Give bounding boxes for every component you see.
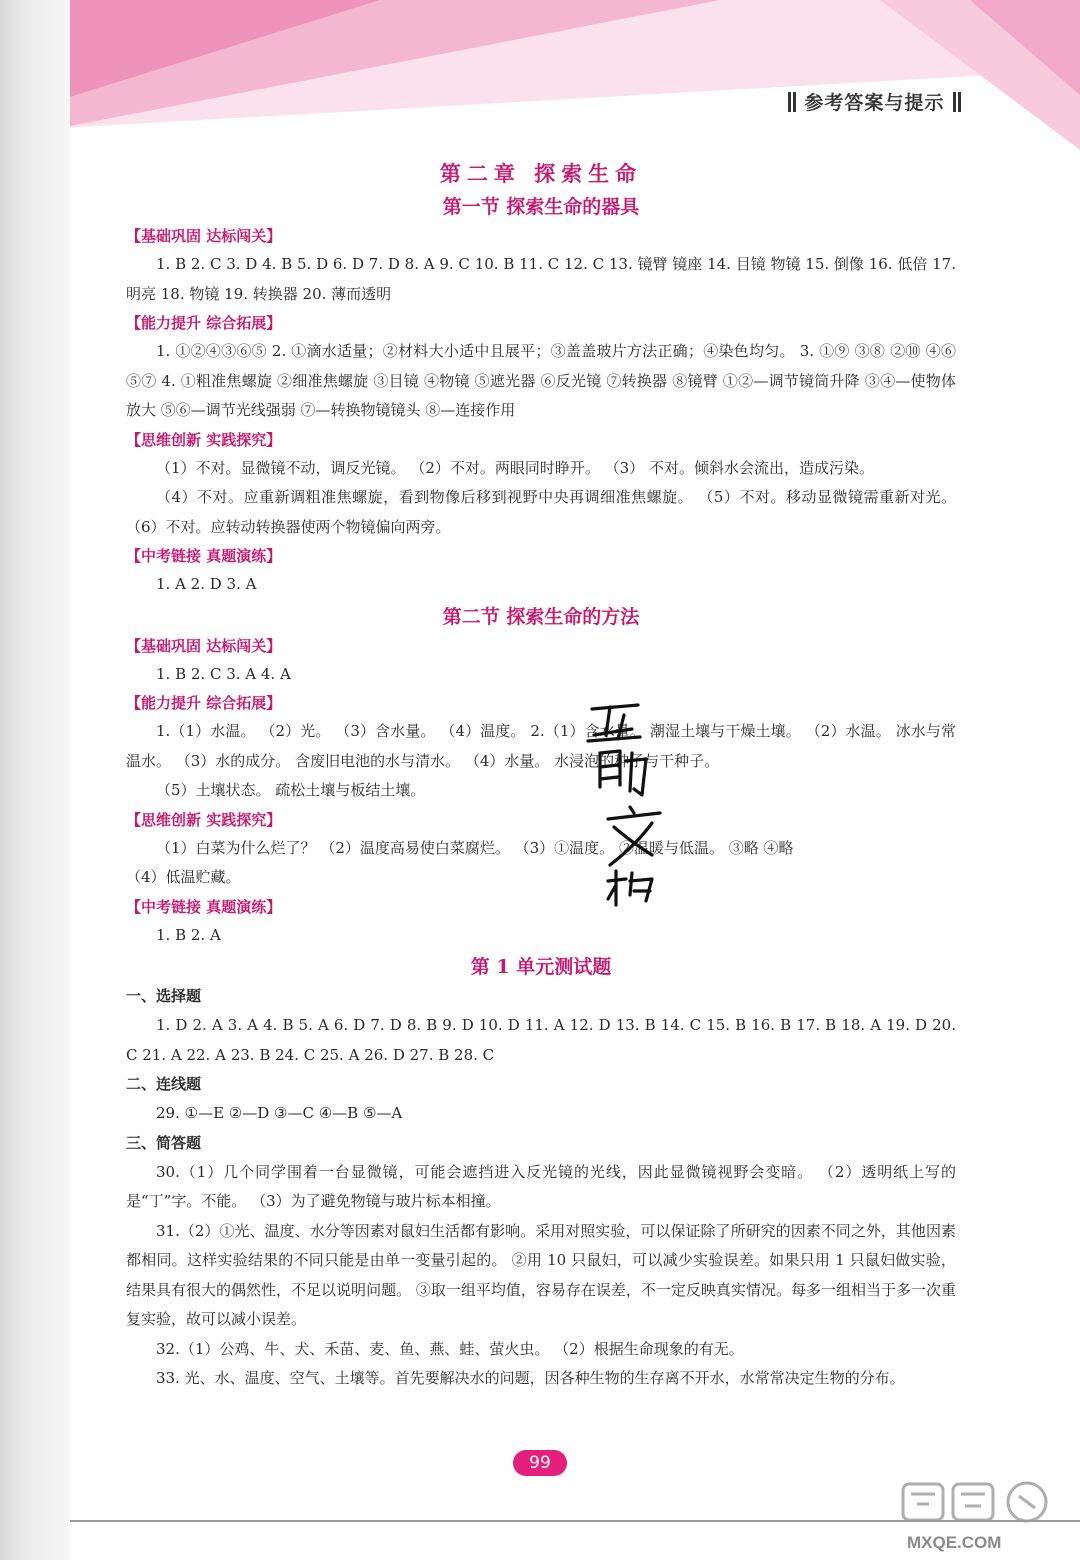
block-tag: 【中考链接 真题演练】: [126, 547, 282, 565]
answer-content: [126, 158, 956, 1394]
unit-test-title: 第 1 单元测试题: [470, 956, 612, 978]
answer-line: 1. B 2. A: [156, 925, 221, 944]
block-tag: 【中考链接 真题演练】: [126, 897, 282, 916]
answer-line: （4）不对。应重新调粗准焦螺旋，看到物像后移到视野中央再调细准焦螺旋。 （5）不对。移动显微镜需重新对光。 （6）不对。应转动转换器使两个物镜偏向两旁。: [126, 488, 956, 536]
answer-line: 30.（1）几个同学围着一台显微镜，可能会遮挡进入反光镜的光线，因此显微镜视野会变暗。 （2）透明纸上写的是“丁”字。不能。 （3）为了避免物镜与玻片标本相撞。: [126, 1162, 956, 1210]
answer-line: （1）不对。显微镜不动，调反光镜。 （2）不对。两眼同时睁开。 （3） 不对。倾斜水会流出，造成污染。: [156, 458, 874, 477]
answer-line: 1. B 2. C 3. D 4. B 5. D 6. D 7. D 8. A 9. C 10. B 11. C 12. C 13. 镜臂 镜座 14. 目镜 物镜 15. 倒像 16. 低倍 17. 明亮 18. 物镜 19. 转换器 20. 薄而透明: [126, 255, 956, 303]
chapter-title: 第二章 探索生命: [439, 161, 643, 186]
answer-line: 1. D 2. A 3. A 4. B 5. A 6. D 7. D 8. B 9. D 10. D 11. A 12. D 13. B 14. C 15. B 16. B 17. B 18. A 19. D 20. C 21. A 22. A 23. B 24. C 25. A 26. D 27. B 28. C: [126, 1016, 956, 1064]
block-tag: 【基础巩固 达标闯关】: [126, 636, 282, 655]
block-tag: 【思维创新 实践探究】: [126, 810, 282, 829]
block-tag: 【能力提升 综合拓展】: [126, 694, 282, 712]
page-number: 99: [513, 1450, 567, 1476]
section-title: 第二节 探索生命的方法: [442, 605, 640, 628]
section-title: 第一节 探索生命的器具: [442, 196, 640, 218]
header-label: [787, 88, 962, 115]
answer-line: （5）土壤状态。 疏松土壤与板结土壤。: [156, 781, 426, 799]
book-spine-shadow: [0, 0, 70, 1560]
answer-line: （1）白菜为什么烂了？ （2）温度高易使白菜腐烂。 （3）①温度。 ②温暖与低温。 ③略 ④略: [156, 838, 794, 857]
block-tag: 【思维创新 实践探究】: [126, 430, 282, 449]
answer-line: 32.（1）公鸡、牛、犬、禾苗、麦、鱼、燕、蛙、萤火虫。 （2）根据生命现象的有无。: [156, 1339, 744, 1358]
header-label-text: 参考答案与提示: [804, 92, 945, 114]
answer-line: 1. A 2. D 3. A: [156, 575, 257, 593]
part-heading: 三、简答题: [126, 1133, 202, 1152]
block-tag: 【能力提升 综合拓展】: [126, 314, 282, 332]
answer-line: 33. 光、水、温度、空气、土壤等。首先要解决水的问题，因各种生物的生存离不开水，水常常决定生物的分布。: [156, 1369, 905, 1387]
watermark-logo: [895, 1478, 1075, 1558]
answer-line: 31.（2）①光、温度、水分等因素对鼠妇生活都有影响。采用对照实验，可以保证除了所研究的因素不同之外，其他因素都相同。这样实验结果的不同只能是由单一变量引起的。 ②用 10 只鼠妇，可以减少实验误差。如果只用 1 只鼠妇做实验，结果具有很大的偶然性，不足以说明问题。 ③取一组平均值，容易存在误差，不一定反映真实情况。每多一组相当于多一次重复实验，故可以减小误差。: [126, 1221, 956, 1328]
svg-text:MXQE.COM: MXQE.COM: [907, 1533, 1002, 1552]
block-tag: 【基础巩固 达标闯关】: [126, 227, 282, 245]
answer-line: 1. ①②④③⑥⑤ 2. ①滴水适量；②材料大小适中且展平；③盖盖玻片方法正确；④染色均匀。 3. ①⑨ ③⑧ ②⑩ ④⑥ ⑤⑦ 4. ①粗准焦螺旋 ②细准焦螺旋 ③目镜 ④物镜 ⑤遮光器 ⑥反光镜 ⑦转换器 ⑧镜臂 ①②—调节镜筒升降 ③④—使物体放大 ⑤⑥—调节光线强弱 ⑦—转换物镜镜头 ⑧—连接作用: [126, 342, 956, 419]
answer-line: （4）低温贮藏。: [126, 868, 241, 886]
answer-line: 1. B 2. C 3. A 4. A: [156, 664, 291, 683]
handwritten-signature: [580, 695, 690, 915]
part-heading: 二、连线题: [126, 1075, 202, 1093]
part-heading: 一、选择题: [126, 987, 202, 1005]
answer-line: 1.（1）水温。 （2）光。 （3）含水量。 （4）温度。 2.（1）含水量。 潮湿土壤与干燥土壤。 （2）水温。 冰水与常温水。 （3）水的成分。 含废旧电池的水与清水。 （4）水量。 水浸泡的种子与干种子。: [126, 722, 956, 770]
answer-line: 29. ①—E ②—D ③—C ④—B ⑤—A: [156, 1104, 403, 1122]
header-banner: [0, 0, 1080, 170]
